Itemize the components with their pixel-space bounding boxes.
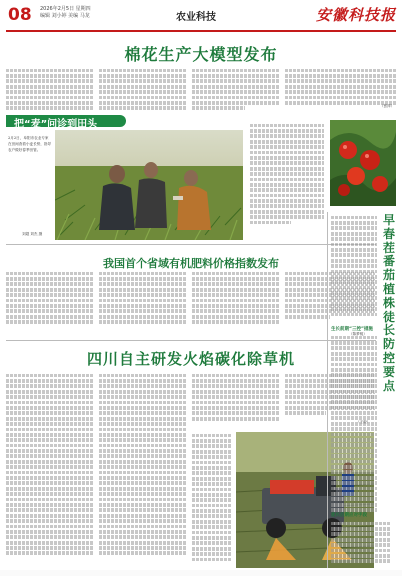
story2-byline: （陈梦桃） xyxy=(349,332,367,336)
story2-col-3 xyxy=(192,270,280,330)
story2-col-2 xyxy=(99,270,187,330)
page-footer xyxy=(0,570,402,576)
lead-col-3 xyxy=(192,67,280,111)
story2-col-1 xyxy=(6,270,94,330)
masthead: 安徽科技报 xyxy=(315,6,396,24)
feature-banner xyxy=(6,115,126,130)
editor-line: 编辑 刘小婷 美编 马龙 xyxy=(40,13,90,19)
lead-col-1 xyxy=(6,67,94,111)
story3-col-3-top xyxy=(192,372,280,428)
section-title: 农业科技 xyxy=(176,12,216,23)
separator xyxy=(6,244,376,245)
separator xyxy=(6,340,376,341)
feature-right-col xyxy=(250,122,324,232)
story3-col-3-bottom xyxy=(192,432,232,568)
lead-headline: 棉花生产大模型发布 xyxy=(124,45,278,64)
feature-caption: 2月2日，阜阳市农业专家在田间查看小麦长势，指导农户做好春季田管。 xyxy=(8,136,52,152)
sidebar-subhead-1: 生长前期“三控”措施 xyxy=(331,327,373,332)
page-header xyxy=(6,4,396,30)
technicians-in-wheat-field-image xyxy=(55,130,243,240)
sidebar-divider xyxy=(327,212,328,568)
sidebar-text-2 xyxy=(331,334,377,524)
date-line: 2026年2月5日 星期四 xyxy=(40,6,91,12)
sidebar-text-1 xyxy=(331,214,377,322)
lead-col-2 xyxy=(99,67,187,111)
issue-meta xyxy=(40,6,120,20)
feature-banner-text: 把“麦”问诊到田头 xyxy=(14,119,98,130)
story3-col-1 xyxy=(6,372,94,568)
page-number: 08 xyxy=(8,5,32,25)
story3-col-2 xyxy=(99,372,187,568)
tomato-image xyxy=(330,120,396,206)
feature-credit: 刘超 刘杰 摄 xyxy=(22,232,43,236)
sidebar-title: 早春茬番茄植株徒长防控要点 xyxy=(382,213,395,393)
header-rule xyxy=(6,30,396,32)
lead-byline: （张萍） xyxy=(380,104,395,108)
story3-headline: 四川自主研发火焰碳化除草机 xyxy=(86,350,295,368)
sidebar-text-3 xyxy=(331,520,391,568)
story2-headline: 我国首个省域有机肥料价格指数发布 xyxy=(103,257,279,270)
sidebar-subhead-2: 徒长后期应对手段 xyxy=(331,513,367,518)
feature-caption-block xyxy=(8,135,52,225)
